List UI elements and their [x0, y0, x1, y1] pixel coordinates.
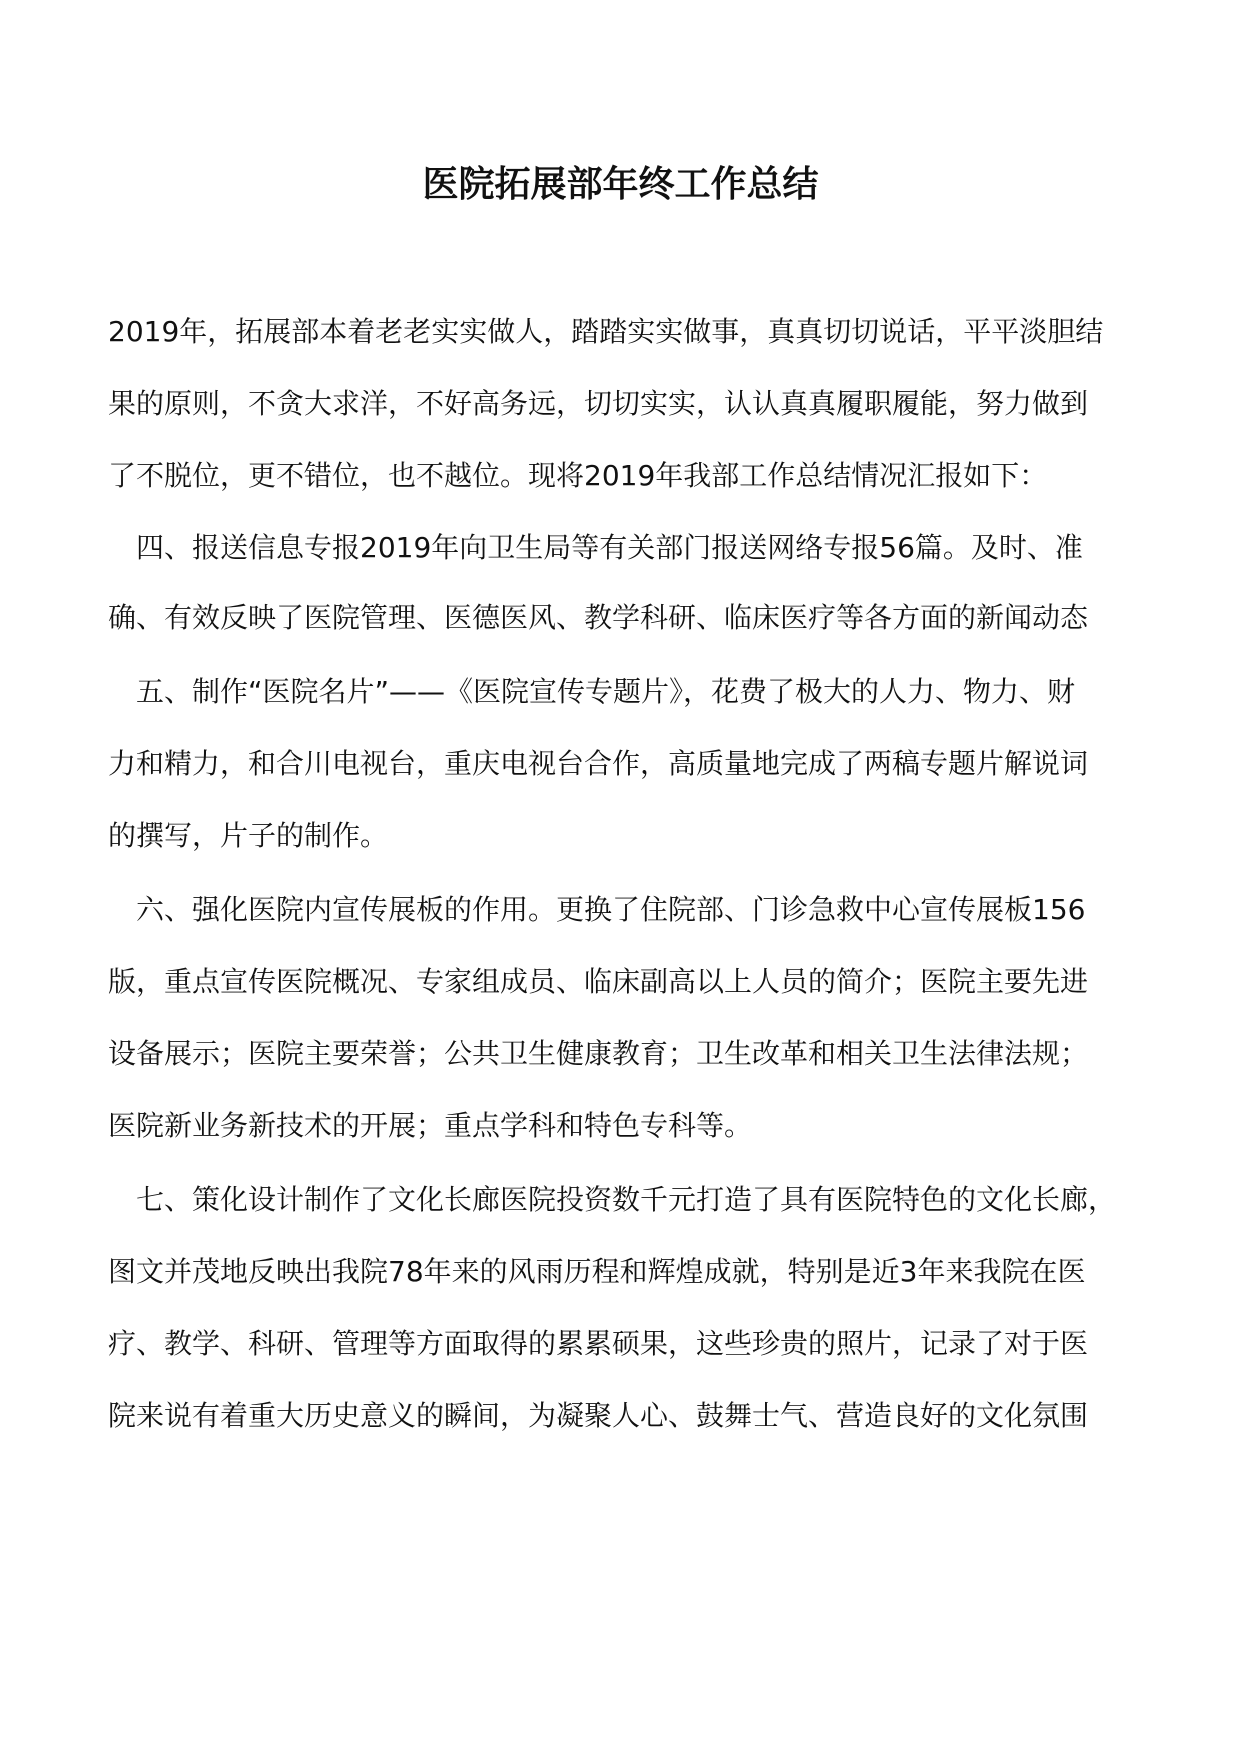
body-line-10: 版，重点宣传医院概况、专家组成员、临床副高以上人员的简介；医院主要先进: [108, 965, 1089, 998]
body-line-16: 院来说有着重大历史意义的瞬间，为凝聚人心、鼓舞士气、营造良好的文化氛围: [108, 1399, 1089, 1432]
body-line-8: 的撰写，片子的制作。: [108, 819, 389, 852]
body-line-4: 四、报送信息专报2019年向卫生局等有关部门报送网络专报56篇。及时、准: [136, 531, 1083, 564]
body-line-1: 2019年，拓展部本着老老实实做人，踏踏实实做事，真真切切说话，平平淡胆结: [108, 315, 1104, 348]
body-line-15: 疗、教学、科研、管理等方面取得的累累硕果，这些珍贵的照片，记录了对于医: [108, 1327, 1089, 1360]
body-line-13: 七、策化设计制作了文化长廊医院投资数千元打造了具有医院特色的文化长廊，: [136, 1183, 1117, 1216]
body-line-14: 图文并茂地反映出我院78年来的风雨历程和辉煌成就，特别是近3年来我院在医: [108, 1255, 1086, 1288]
body-line-11: 设备展示；医院主要荣誉；公共卫生健康教育；卫生改革和相关卫生法律法规；: [108, 1037, 1089, 1070]
body-line-12: 医院新业务新技术的开展；重点学科和特色专科等。: [108, 1109, 753, 1142]
body-line-5: 确、有效反映了医院管理、医德医风、教学科研、临床医疗等各方面的新闻动态: [108, 601, 1089, 634]
body-line-3: 了不脱位，更不错位，也不越位。现将2019年我部工作总结情况汇报如下：: [108, 459, 1048, 492]
body-line-7: 力和精力，和合川电视台，重庆电视台合作，高质量地完成了两稿专题片解说词: [108, 747, 1089, 780]
body-line-9: 六、强化医院内宣传展板的作用。更换了住院部、门诊急救中心宣传展板156: [136, 893, 1086, 926]
document-title: 医院拓展部年终工作总结: [422, 163, 819, 205]
body-line-6: 五、制作“医院名片”——《医院宣传专题片》，花费了极大的人力、物力、财: [136, 675, 1076, 708]
body-line-2: 果的原则，不贪大求洋，不好高务远，切切实实，认认真真履职履能，努力做到: [108, 387, 1089, 420]
